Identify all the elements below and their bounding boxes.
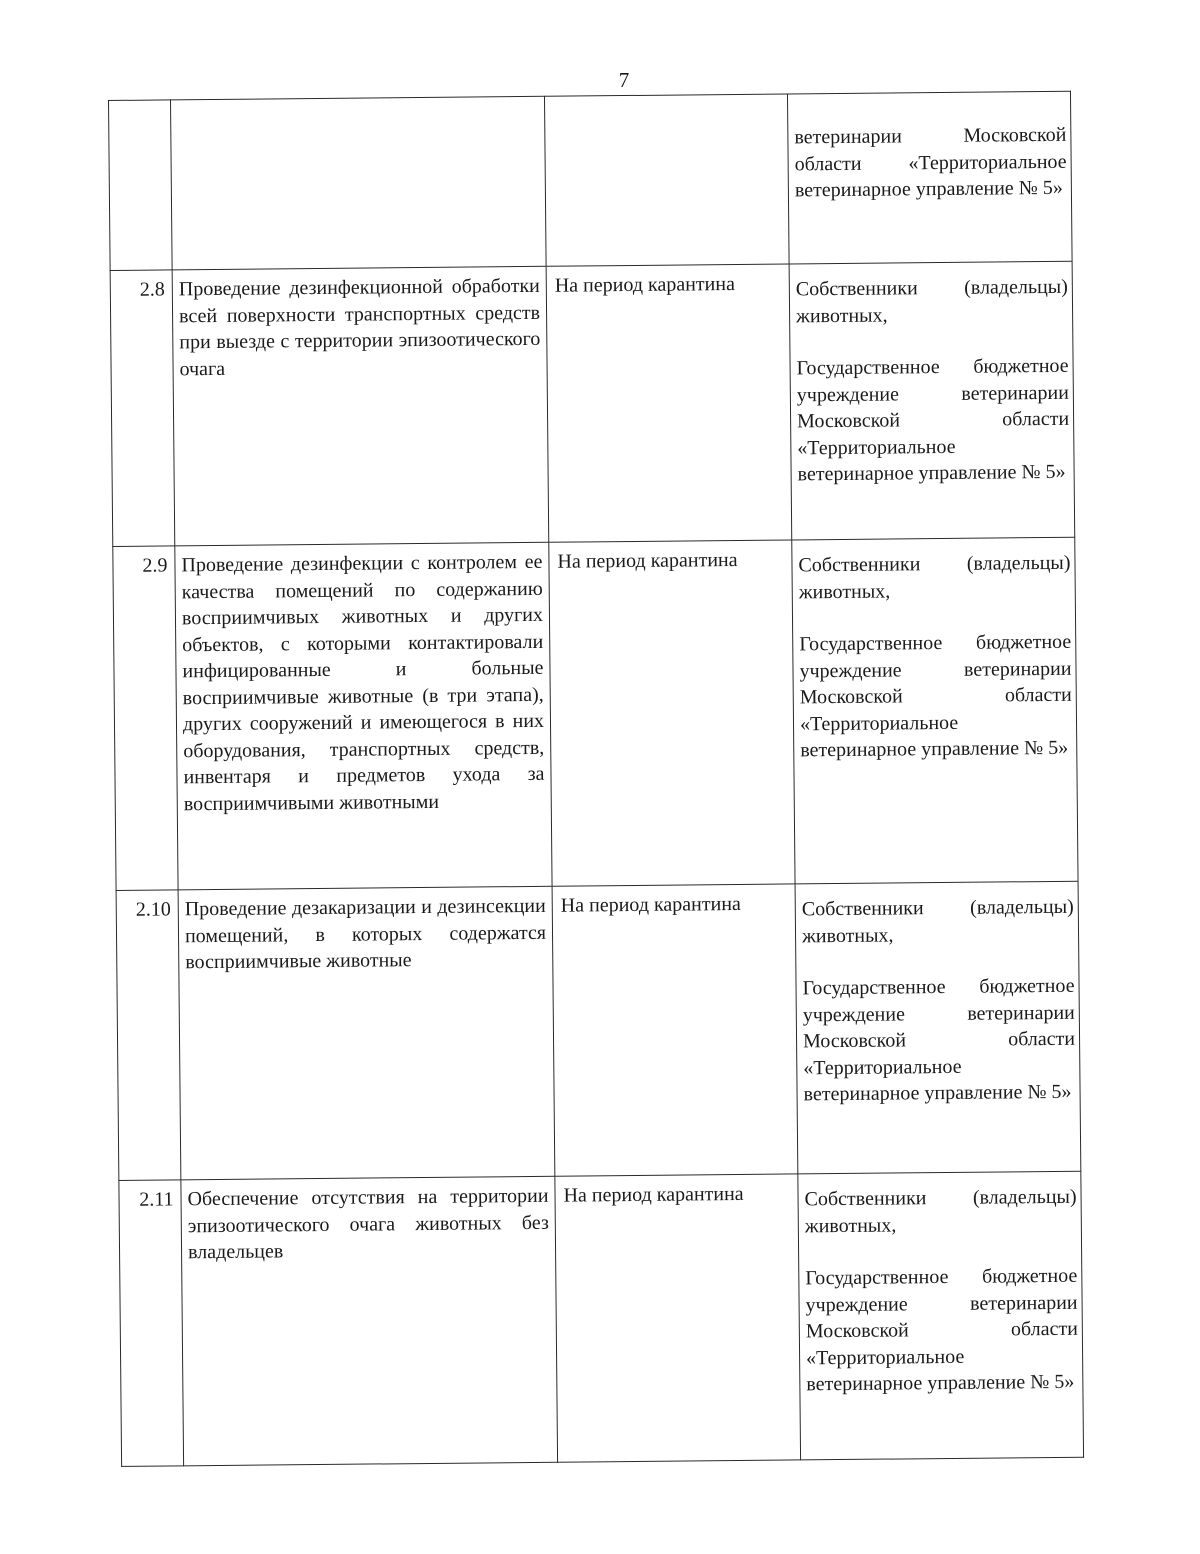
measure-text: Проведение дезакаризации и дезинсекции помещений, в которых содержатся восприимчивые животные [178,886,555,1180]
responsible-cell [795,881,1081,1174]
period-text: На период карантина [549,540,795,886]
table-row [119,1171,1084,1466]
period-text: На период карантина [555,1174,801,1462]
table-row [116,881,1081,1180]
row-number: 2.10 [116,890,181,1181]
responsible-owners: Собственники (владельцы) животных, [801,895,1074,947]
period-cell [544,94,789,266]
measure-text: Проведение дезинфекции с контролем ее качества помещений по содержанию восприимчивых животных и других объектов, с которыми контактировали инфицированные и больные восприимчивые животные (в три этапа), других сооружений и имеющегося в них оборудования, транспортных средств, инвентаря и предметов ухода за восприимчивыми животными [175,542,552,890]
period-text: На период карантина [552,884,798,1176]
measure-text: Обеспечение отсутствия на территории эпизоотического очага животных без владельцев [181,1176,558,1466]
table-row [113,537,1078,890]
responsible-continuation-text: ветеринарии Московской области «Территориальное ветеринарное управление № 5» [794,123,1067,202]
measures-table [108,91,1084,1467]
responsible-institution: Государственное бюджетное учреждение ветеринарии Московской области «Территориальное ветеринарное управление № 5» [802,974,1076,1106]
responsible-owners: Собственники (владельцы) животных, [795,275,1068,327]
responsible-cell [787,91,1072,264]
table-row-continuation [109,91,1073,270]
responsible-cell [792,537,1078,884]
row-number: 2.8 [110,270,175,547]
responsible-institution: Государственное бюджетное учреждение ветеринарии Московской области «Территориальное ветеринарное управление № 5» [805,1264,1078,1396]
responsible-institution: Государственное бюджетное учреждение ветеринарии Московской области «Территориальное ветеринарное управление № 5» [796,354,1070,486]
measure-cell [171,96,547,270]
responsible-institution: Государственное бюджетное учреждение ветеринарии Московской области «Территориальное ветеринарное управление № 5» [799,630,1072,762]
row-number: 2.9 [113,546,178,891]
responsible-cell [789,261,1075,540]
row-number-cell [109,100,173,271]
table-row [110,261,1075,546]
responsible-owners: Собственники (владельцы) животных, [798,551,1071,603]
page-number: 7 [618,68,630,92]
measure-text: Проведение дезинфекционной обработки всей поверхности транспортных средств при выезде с территории эпизоотического очага [172,266,549,546]
responsible-cell [798,1171,1084,1460]
responsible-owners: Собственники (владельцы) животных, [804,1185,1077,1237]
period-text: На период карантина [546,264,792,542]
row-number: 2.11 [119,1180,184,1467]
